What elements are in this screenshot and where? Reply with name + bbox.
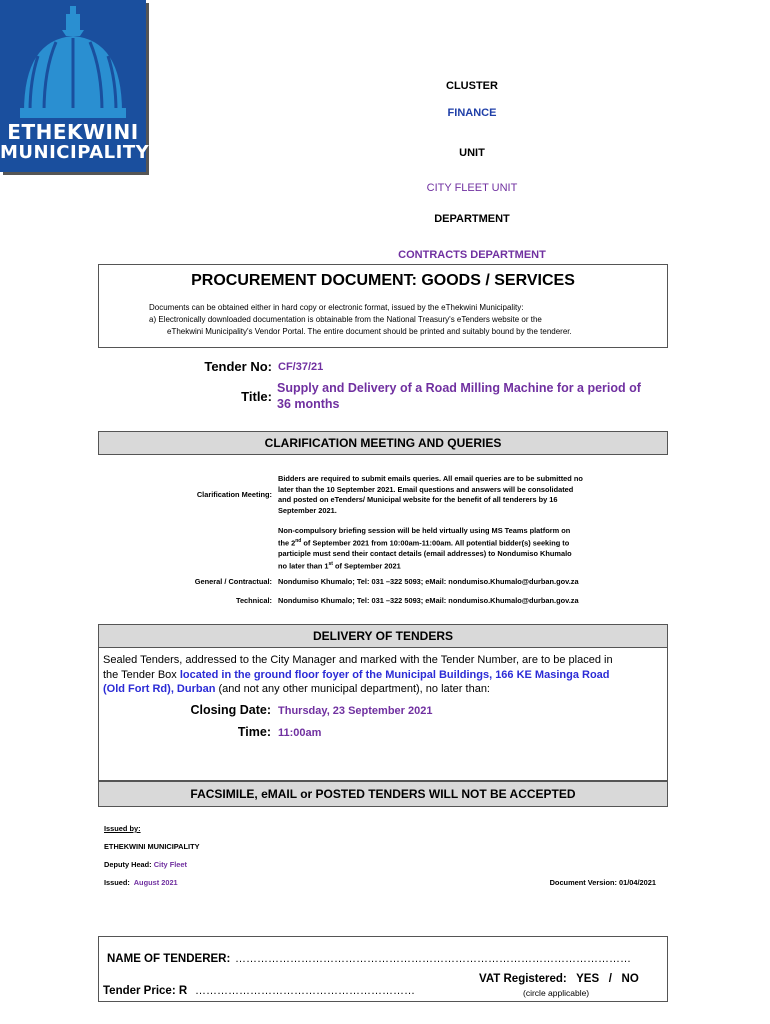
- delivery-line-3: [103, 682, 665, 697]
- technical-contact-label: Technical:: [235, 596, 272, 605]
- closing-date-value: Thursday, 23 September 2021: [278, 705, 433, 717]
- department-label: DEPARTMENT: [434, 213, 510, 225]
- tender-title-line-2: 36 months: [277, 397, 340, 411]
- clar-p2-line-4a: no later than 1: [278, 561, 329, 571]
- delivery-line-3b: (and not any other municipal department), no later than:: [215, 683, 490, 695]
- issued-date-value: August 2021: [133, 878, 178, 887]
- deputy-head-value: City Fleet: [153, 860, 187, 869]
- procurement-line-3: eThekwini Municipality's Vendor Portal. The entire document should be printed and suitably bound by the tenderer.: [167, 327, 572, 336]
- tender-price-label: Tender Price: R: [103, 985, 188, 997]
- facsimile-notice: FACSIMILE, eMAIL or POSTED TENDERS WILL NOT BE ACCEPTED: [190, 787, 576, 801]
- tenderer-box: [98, 936, 668, 1002]
- deputy-head: [104, 860, 187, 869]
- delivery-paragraph: [103, 653, 665, 697]
- ethekwini-logo: [0, 0, 150, 172]
- clar-p1-line-4: September 2021.: [278, 505, 337, 515]
- delivery-location: located in the ground floor foyer of the Municipal Buildings, 166 KE Masinga Road: [179, 668, 610, 681]
- delivery-header: [99, 625, 667, 648]
- department-value: CONTRACTS DEPARTMENT: [398, 249, 546, 261]
- clarification-paragraph-1: [278, 474, 583, 516]
- clar-p2-sup-nd: nd: [295, 538, 302, 544]
- clarification-meeting-label: Clarification Meeting:: [196, 490, 272, 499]
- tender-title-label: Title:: [241, 389, 272, 404]
- clar-p1-line-1: Bidders are required to submit emails queries. All email queries are to be submitted no: [278, 474, 583, 483]
- procurement-line-2: a) Electronically downloaded documentation is obtainable from the National Treasury's eTenders website or the: [149, 315, 542, 324]
- tender-title-line-1: Supply and Delivery of a Road Milling Machine for a period of: [277, 381, 641, 395]
- clar-p2-line-2: [278, 536, 572, 548]
- clarification-heading: CLARIFICATION MEETING AND QUERIES: [264, 436, 502, 450]
- tender-price-field[interactable]: ……………………………………………………: [195, 985, 415, 997]
- clar-p2-line-4: [278, 559, 572, 571]
- delivery-heading: DELIVERY OF TENDERS: [312, 629, 454, 643]
- cluster-value: FINANCE: [447, 107, 497, 119]
- unit-label: UNIT: [459, 147, 485, 159]
- clar-p2-sup-st: st: [328, 561, 333, 568]
- facsimile-bar: [98, 781, 668, 807]
- tenderer-name-label: NAME OF TENDERER:: [107, 953, 231, 965]
- clarification-paragraph-2: [278, 525, 572, 572]
- clar-p1-line-2: later than the 10 September 2021. Email questions and answers will be consolidated: [278, 484, 574, 494]
- logo-word-municipality: MUNICIPALITY: [0, 142, 150, 163]
- technical-contact-value: Nondumiso Khumalo; Tel: 031 –322 5093; eMail: nondumiso.Khumalo@durban.gov.za: [278, 596, 579, 605]
- procurement-box: [98, 264, 668, 348]
- delivery-line-2: [103, 668, 665, 683]
- logo-word-ethekwini: ETHEKWINI: [7, 120, 139, 144]
- general-contact-label: General / Contractual:: [194, 577, 272, 586]
- delivery-box: [98, 624, 668, 781]
- cluster-label: CLUSTER: [446, 80, 498, 92]
- tender-no-label: Tender No:: [204, 359, 272, 374]
- deputy-head-label: Deputy Head:: [104, 860, 152, 869]
- delivery-line-1: Sealed Tenders, addressed to the City Manager and marked with the Tender Number, are to be placed in: [103, 654, 613, 666]
- delivery-location-cont: (Old Fort Rd), Durban: [103, 683, 216, 695]
- general-contact-value: Nondumiso Khumalo; Tel: 031 –322 5093; eMail: nondumiso.Khumalo@durban.gov.za: [278, 577, 579, 586]
- unit-value: CITY FLEET UNIT: [426, 182, 518, 194]
- vat-registered[interactable]: VAT Registered: YES / NO: [479, 973, 639, 985]
- procurement-line-1: Documents can be obtained either in hard copy or electronic format, issued by the eThekwini Municipality:: [149, 303, 524, 312]
- clarification-header: [98, 431, 668, 455]
- tenderer-name-field[interactable]: ………………………………………………………………………………………………: [235, 953, 631, 965]
- issued-date: [104, 878, 178, 887]
- clar-p2-line-3: participle must send their contact details (email addresses) to Nondumiso Khumalo: [278, 549, 572, 559]
- issuer-org: ETHEKWINI MUNICIPALITY: [104, 842, 200, 851]
- clar-p1-line-3: and posted on eTenders/ Municipal website for the benefit of all tenderers by 16: [278, 495, 558, 504]
- clar-p2-line-1: Non-compulsory briefing session will be held virtually using MS Teams platform on: [278, 526, 571, 535]
- time-value: 11:00am: [278, 727, 322, 739]
- clar-p2-line-2a: the 2: [278, 538, 296, 548]
- issued-by-label: Issued by:: [104, 824, 141, 833]
- delivery-line-2a: the Tender Box: [103, 668, 180, 681]
- clar-p2-line-4b: of September 2021: [332, 561, 401, 571]
- tender-no-value: CF/37/21: [278, 361, 324, 373]
- closing-date-label: Closing Date:: [190, 703, 271, 717]
- issued-date-label: Issued:: [104, 878, 130, 887]
- clar-p2-line-2b: of September 2021 from 10:00am-11:00am. All potential bidder(s) seeking to: [301, 538, 570, 548]
- time-label: Time:: [237, 725, 271, 739]
- procurement-title: PROCUREMENT DOCUMENT: GOODS / SERVICES: [191, 272, 575, 289]
- document-version: Document Version: 01/04/2021: [549, 878, 656, 887]
- vat-circle-note: (circle applicable): [523, 988, 590, 998]
